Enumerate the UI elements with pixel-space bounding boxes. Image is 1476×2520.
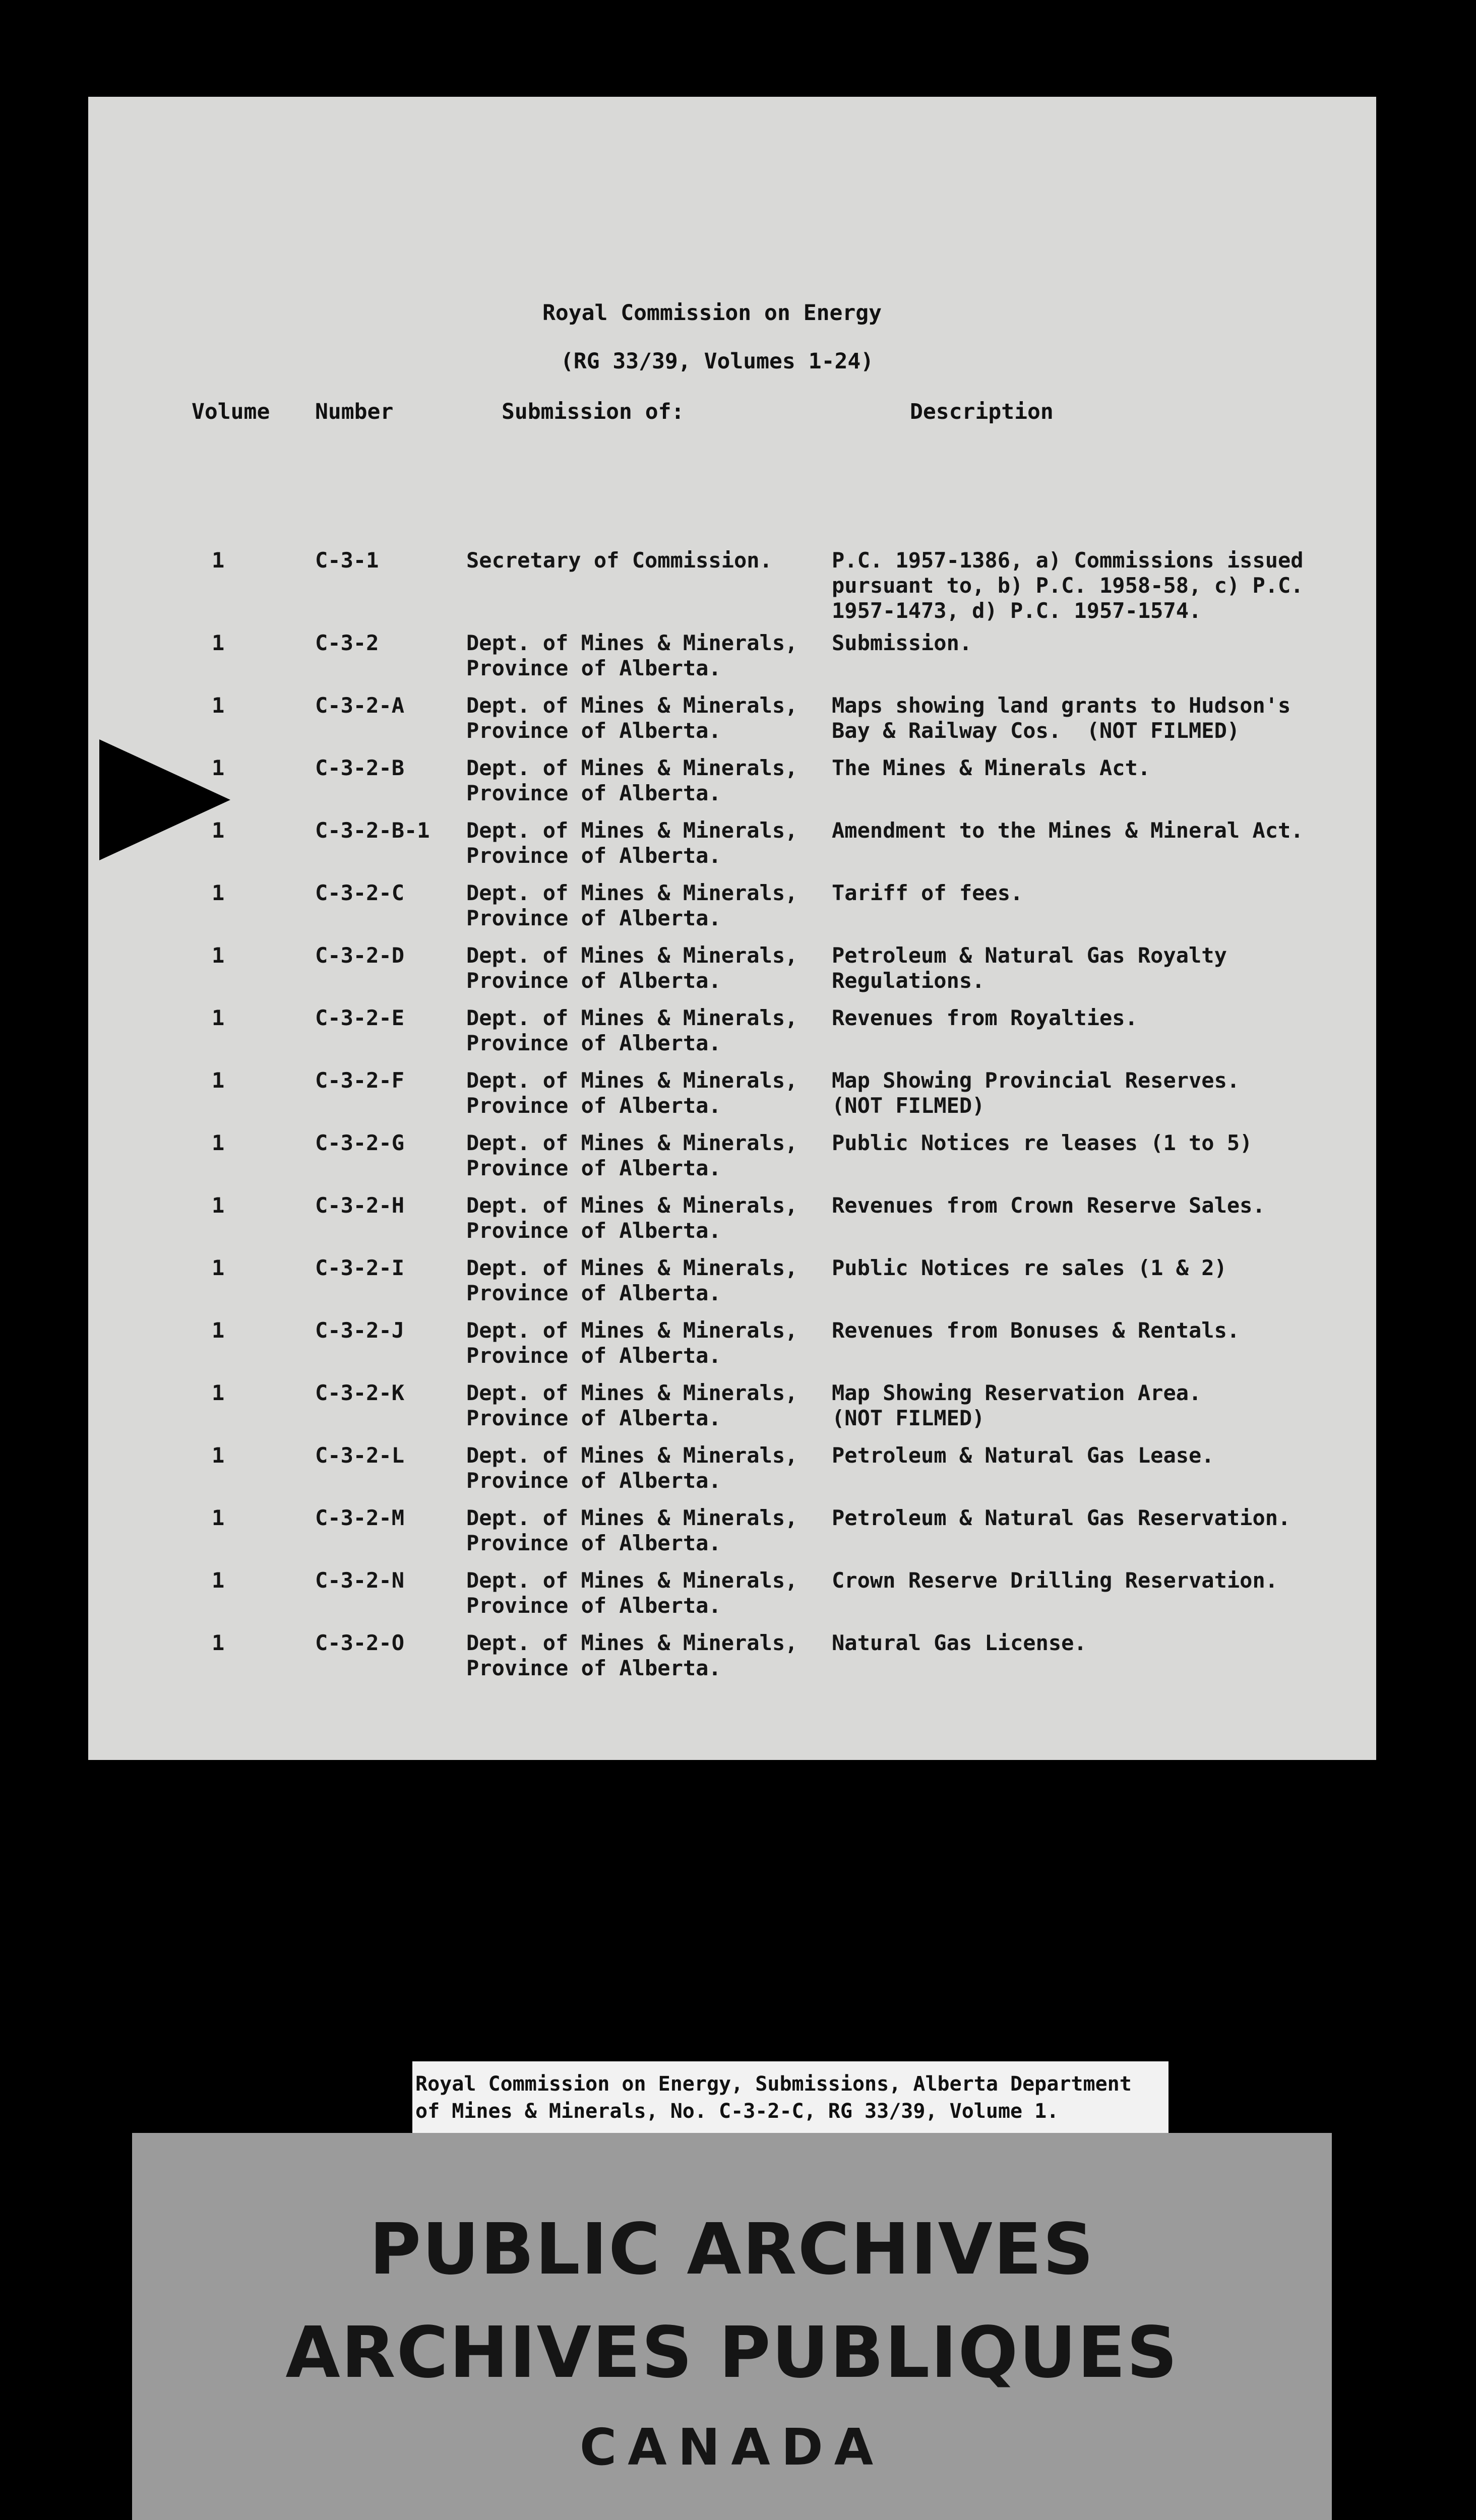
row-volume: 1 <box>212 548 225 573</box>
stamp-line-1: PUBLIC ARCHIVES <box>369 2209 1095 2291</box>
row-volume: 1 <box>212 1193 225 1218</box>
row-volume: 1 <box>212 1380 225 1405</box>
row-volume: 1 <box>212 1130 225 1155</box>
row-number: C-3-2-O <box>315 1630 405 1655</box>
row-description: Petroleum & Natural Gas Lease. <box>832 1443 1214 1468</box>
row-description: Map Showing Provincial Reserves. (NOT FILMED) <box>832 1068 1240 1118</box>
row-description: Maps showing land grants to Hudson's Bay & Railway Cos. (NOT FILMED) <box>832 693 1291 743</box>
row-submission: Dept. of Mines & Minerals, Province of Alberta. <box>466 1318 798 1368</box>
row-volume: 1 <box>212 1630 225 1655</box>
row-description: Crown Reserve Drilling Reservation. <box>832 1568 1278 1593</box>
row-description: Petroleum & Natural Gas Reservation. <box>832 1505 1291 1530</box>
row-number: C-3-2-D <box>315 943 405 968</box>
row-number: C-3-2-L <box>315 1443 405 1468</box>
table-row <box>88 631 1376 693</box>
row-submission: Dept. of Mines & Minerals, Province of Alberta. <box>466 1505 798 1555</box>
reel-label-line1: Royal Commission on Energy, Submissions, Alberta Department <box>415 2072 1132 2096</box>
table-row <box>88 1505 1376 1568</box>
row-volume: 1 <box>212 818 225 843</box>
row-volume: 1 <box>212 1318 225 1343</box>
reel-label <box>412 2061 1168 2138</box>
row-number: C-3-2-C <box>315 880 405 905</box>
table-row <box>88 1005 1376 1068</box>
row-number: C-3-2-A <box>315 693 405 718</box>
row-description: Petroleum & Natural Gas Royalty Regulations. <box>832 943 1227 993</box>
row-submission: Dept. of Mines & Minerals, Province of Alberta. <box>466 818 798 868</box>
row-submission: Secretary of Commission. <box>466 548 772 573</box>
row-number: C-3-2-F <box>315 1068 405 1093</box>
row-submission: Dept. of Mines & Minerals, Province of Alberta. <box>466 693 798 743</box>
table-row <box>88 1255 1376 1318</box>
table-row <box>88 1443 1376 1505</box>
row-description: Public Notices re leases (1 to 5) <box>832 1130 1253 1155</box>
table-row <box>88 693 1376 755</box>
row-submission: Dept. of Mines & Minerals, Province of Alberta. <box>466 755 798 805</box>
row-volume: 1 <box>212 1255 225 1280</box>
row-number: C-3-2 <box>315 631 379 655</box>
reel-label-line2: of Mines & Minerals, No. C-3-2-C, RG 33/39, Volume 1. <box>415 2100 1059 2123</box>
row-submission: Dept. of Mines & Minerals, Province of Alberta. <box>466 1255 798 1305</box>
table-row <box>88 1130 1376 1193</box>
document-page <box>88 97 1376 1760</box>
row-number: C-3-2-N <box>315 1568 405 1593</box>
row-volume: 1 <box>212 1068 225 1093</box>
row-number: C-3-1 <box>315 548 379 573</box>
row-submission: Dept. of Mines & Minerals, Province of Alberta. <box>466 1068 798 1118</box>
header-number: Number <box>315 399 394 424</box>
row-number: C-3-2-J <box>315 1318 405 1343</box>
row-submission: Dept. of Mines & Minerals, Province of Alberta. <box>466 1380 798 1430</box>
row-submission: Dept. of Mines & Minerals, Province of Alberta. <box>466 1193 798 1243</box>
row-number: C-3-2-E <box>315 1005 405 1030</box>
row-volume: 1 <box>212 693 225 718</box>
row-submission: Dept. of Mines & Minerals, Province of Alberta. <box>466 631 798 680</box>
row-number: C-3-2-B-1 <box>315 818 430 843</box>
row-volume: 1 <box>212 631 225 655</box>
table-row <box>88 1068 1376 1130</box>
table-row <box>88 943 1376 1005</box>
table-row <box>88 1193 1376 1255</box>
arrow-right-icon <box>99 739 230 860</box>
row-description: Tariff of fees. <box>832 880 1023 905</box>
table-row <box>88 755 1376 818</box>
table-row <box>88 1380 1376 1443</box>
row-volume: 1 <box>212 1443 225 1468</box>
row-number: C-3-2-H <box>315 1193 405 1218</box>
stamp-line-2: ARCHIVES PUBLIQUES <box>285 2312 1179 2394</box>
row-number: C-3-2-K <box>315 1380 405 1405</box>
row-submission: Dept. of Mines & Minerals, Province of Alberta. <box>466 943 798 993</box>
row-description: Amendment to the Mines & Mineral Act. <box>832 818 1304 843</box>
table-row <box>88 548 1376 623</box>
row-description: Revenues from Bonuses & Rentals. <box>832 1318 1240 1343</box>
row-description: Natural Gas License. <box>832 1630 1087 1655</box>
row-volume: 1 <box>212 943 225 968</box>
row-number: C-3-2-G <box>315 1130 405 1155</box>
row-submission: Dept. of Mines & Minerals, Province of Alberta. <box>466 1005 798 1055</box>
row-submission: Dept. of Mines & Minerals, Province of Alberta. <box>466 1443 798 1493</box>
table-row <box>88 1318 1376 1380</box>
row-description: Map Showing Reservation Area. (NOT FILMED) <box>832 1380 1202 1430</box>
row-description: P.C. 1957-1386, a) Commissions issued pursuant to, b) P.C. 1958-58, c) P.C. 1957-1473, d) P.C. 1957-1574. <box>832 548 1304 623</box>
row-number: C-3-2-M <box>315 1505 405 1530</box>
row-volume: 1 <box>212 1005 225 1030</box>
document-subtitle: (RG 33/39, Volumes 1-24) <box>560 349 874 374</box>
row-number: C-3-2-I <box>315 1255 405 1280</box>
row-description: The Mines & Minerals Act. <box>832 755 1151 780</box>
row-volume: 1 <box>212 880 225 905</box>
row-volume: 1 <box>212 1568 225 1593</box>
row-volume: 1 <box>212 1505 225 1530</box>
row-description: Public Notices re sales (1 & 2) <box>832 1255 1227 1280</box>
stamp-line-3: CANADA <box>579 2418 885 2477</box>
table-row <box>88 1630 1376 1693</box>
row-description: Revenues from Crown Reserve Sales. <box>832 1193 1265 1218</box>
row-submission: Dept. of Mines & Minerals, Province of Alberta. <box>466 1568 798 1618</box>
header-submission: Submission of: <box>502 399 685 424</box>
archives-stamp <box>132 2133 1332 2520</box>
table-row <box>88 818 1376 880</box>
row-description: Revenues from Royalties. <box>832 1005 1138 1030</box>
document-title: Royal Commission on Energy <box>542 300 882 326</box>
row-submission: Dept. of Mines & Minerals, Province of Alberta. <box>466 1130 798 1180</box>
table-row <box>88 1568 1376 1630</box>
header-description: Description <box>910 399 1054 424</box>
row-volume: 1 <box>212 755 225 780</box>
table-row <box>88 880 1376 943</box>
header-volume: Volume <box>192 399 270 424</box>
row-submission: Dept. of Mines & Minerals, Province of Alberta. <box>466 880 798 930</box>
row-number: C-3-2-B <box>315 755 405 780</box>
row-description: Submission. <box>832 631 972 655</box>
row-submission: Dept. of Mines & Minerals, Province of Alberta. <box>466 1630 798 1680</box>
